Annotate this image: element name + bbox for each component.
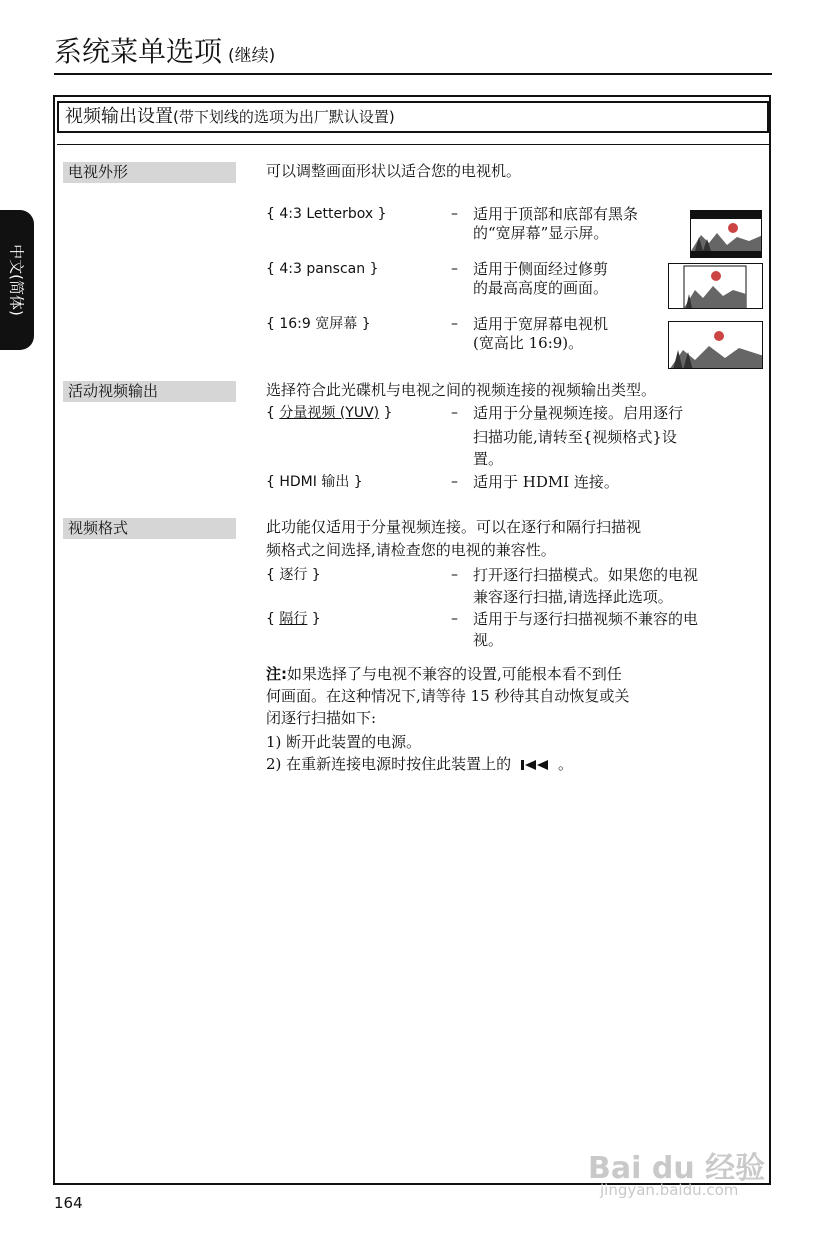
brace-open: { — [266, 567, 280, 583]
option-component-desc-2: 扫描功能,请转至{视频格式}设 — [473, 428, 677, 446]
option-letterbox: { 4:3 Letterbox } — [266, 206, 387, 222]
brace-close: } — [307, 567, 321, 583]
option-letterbox-desc-1: 适用于顶部和底部有黑条 — [473, 205, 639, 223]
option-dash: – — [451, 405, 458, 421]
option-widescreen-desc-2: (宽高比 16:9)。 — [473, 334, 584, 352]
note-step-1: 1) 断开此装置的电源。 — [266, 733, 422, 751]
note-step-2-suffix: 。 — [557, 755, 573, 773]
option-panscan: { 4:3 panscan } — [266, 261, 379, 277]
watermark-logo: Bai du 经验 — [588, 1151, 766, 1186]
option-component-desc-3: 置。 — [473, 450, 504, 468]
brace-close: } — [307, 611, 321, 627]
page-title-text: 系统菜单选项 — [54, 35, 223, 68]
active-video-intro: 选择符合此光碟机与电视之间的视频连接的视频输出类型。 — [266, 381, 657, 399]
option-widescreen: { 16:9 宽屏幕 } — [266, 316, 371, 332]
page-subtitle: (继续) — [228, 46, 276, 66]
brace-close: } — [379, 405, 393, 421]
option-interlaced — [266, 610, 321, 629]
note-line-1 — [266, 665, 622, 684]
option-interlaced-desc-2: 视。 — [473, 631, 504, 649]
option-panscan-desc-1: 适用于侧面经过修剪 — [473, 260, 609, 278]
option-progressive-desc-2: 兼容逐行扫描,请选择此选项。 — [473, 588, 673, 606]
note-step-2 — [266, 755, 573, 774]
side-tab-label: 中文(简体) — [7, 244, 26, 316]
option-component-video — [266, 404, 392, 423]
video-format-intro-1: 此功能仅适用于分量视频连接。可以在逐行和隔行扫描视 — [266, 518, 642, 536]
brace-open: { — [266, 611, 280, 627]
option-interlaced-name: 隔行 — [279, 611, 308, 627]
skip-previous-icon — [520, 759, 554, 771]
option-dash: – — [451, 474, 458, 490]
note-label: 注: — [266, 665, 287, 683]
option-progressive — [266, 566, 321, 585]
title-rule — [54, 73, 772, 75]
brace-open: { — [266, 474, 280, 490]
section-divider — [57, 144, 769, 145]
page-number: 164 — [54, 1194, 83, 1212]
tv-shape-intro: 可以调整画面形状以适合您的电视机。 — [266, 162, 522, 180]
letterbox-illustration — [690, 210, 762, 258]
note-text-1: 如果选择了与电视不兼容的设置,可能根本看不到任 — [287, 665, 622, 683]
option-hdmi-desc: 适用于 HDMI 连接。 — [473, 473, 619, 491]
panscan-illustration — [668, 263, 763, 309]
tv-shape-label: 电视外形 — [63, 162, 236, 183]
video-format-intro-2: 频格式之间选择,请检查您的电视的兼容性。 — [266, 541, 556, 559]
option-component-desc-1: 适用于分量视频连接。启用逐行 — [473, 404, 684, 422]
option-panscan-desc-2: 的最高高度的画面。 — [473, 279, 609, 297]
option-hdmi — [266, 473, 363, 492]
option-progressive-desc-1: 打开逐行扫描模式。如果您的电视 — [473, 566, 699, 584]
option-dash: – — [451, 611, 458, 627]
option-component-video-name: 分量视频 (YUV) — [279, 405, 380, 421]
brace-open: { — [266, 405, 280, 421]
section-header — [57, 101, 769, 133]
brace-close: } — [349, 474, 363, 490]
option-interlaced-desc-1: 适用于与逐行扫描视频不兼容的电 — [473, 610, 699, 628]
note-line-2: 何画面。在这种情况下,请等待 15 秒待其自动恢复或关 — [266, 687, 630, 705]
option-dash: – — [451, 206, 458, 222]
option-letterbox-desc-2: 的“宽屏幕”显示屏。 — [473, 224, 609, 242]
section-note: (带下划线的选项为出厂默认设置) — [173, 108, 395, 126]
watermark-url: jingyan.baidu.com — [600, 1181, 739, 1199]
note-line-3: 闭逐行扫描如下: — [266, 709, 377, 727]
option-progressive-name: 逐行 — [279, 567, 308, 583]
page-title — [54, 30, 275, 70]
note-step-2-text: 2) 在重新连接电源时按住此装置上的 — [266, 755, 512, 773]
active-video-label: 活动视频输出 — [63, 381, 236, 402]
option-dash: – — [451, 567, 458, 583]
video-format-label: 视频格式 — [63, 518, 236, 539]
option-dash: – — [451, 261, 458, 277]
option-widescreen-desc-1: 适用于宽屏幕电视机 — [473, 315, 609, 333]
option-hdmi-name: HDMI 输出 — [279, 474, 350, 490]
option-dash: – — [451, 316, 458, 332]
widescreen-illustration — [668, 321, 763, 369]
section-title: 视频输出设置 — [65, 106, 173, 127]
language-side-tab — [0, 210, 34, 350]
content-frame — [53, 95, 771, 1185]
